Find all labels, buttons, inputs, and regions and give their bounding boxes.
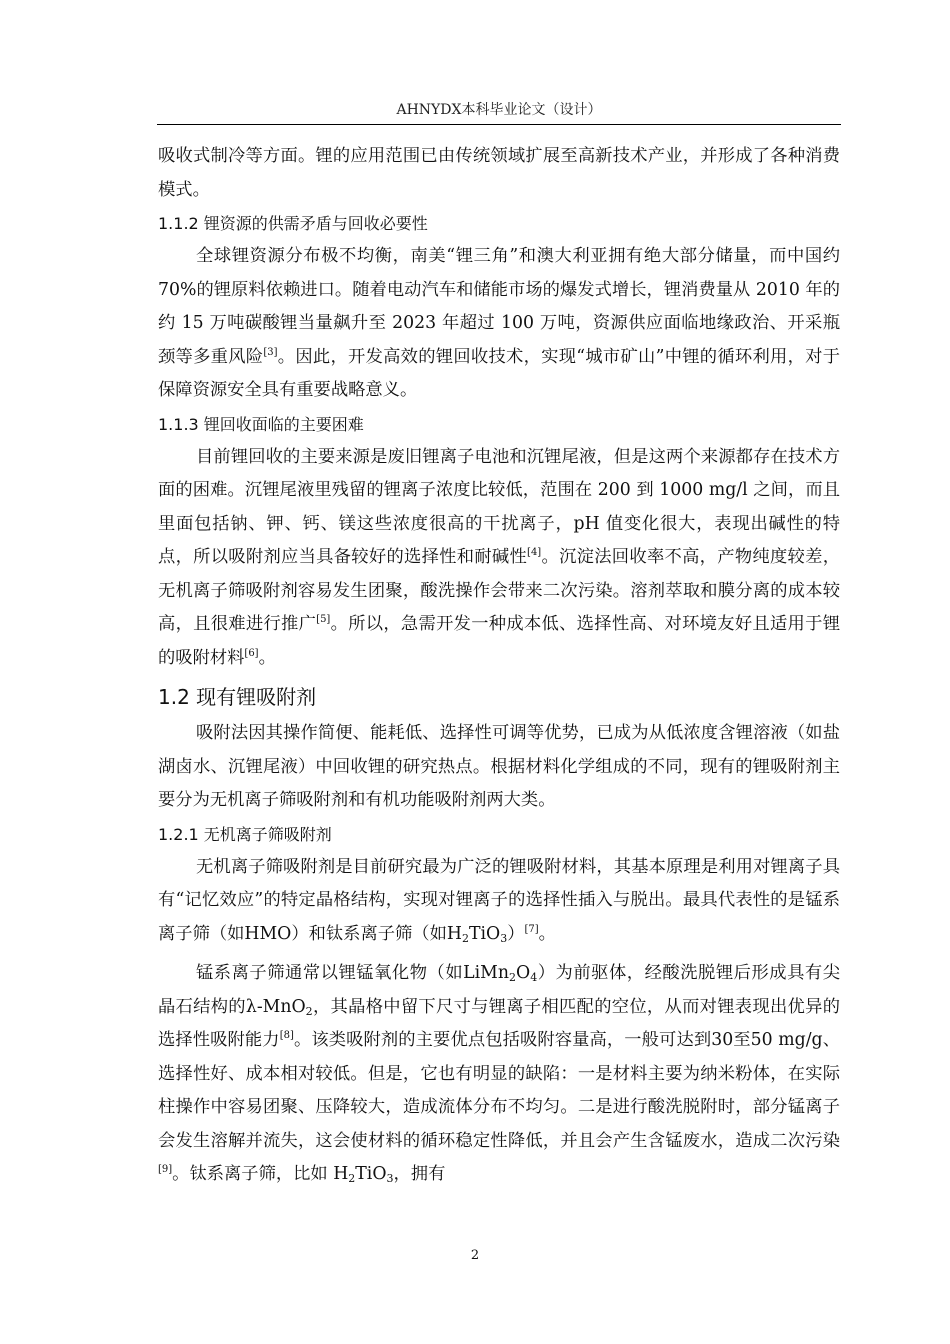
text-run: 全球锂资源分布极不均衡，南美“锂三角”和澳大利亚拥有绝大部分储量，而中国约 70%的锂原料依赖进口。随着电动汽车和储能市场的爆发式增长，锂消费量从 2010 年的约 15 万吨碳酸锂当量飙升至 2023 年超过 100 万吨，资源供应面临地缘政治、开采瓶颈等多重风险 [158,246,840,367]
citation-4[interactable]: [4] [527,547,542,558]
citation-3[interactable]: [3] [263,346,278,358]
text-run: O [516,963,531,983]
text-run: 。钛系离子筛，比如 H [172,1164,349,1184]
paragraph-difficulties [158,441,840,676]
paragraph-adsorption-overview: 吸附法因其操作简便、能耗低、选择性可调等优势，已成为从低浓度含锂溶液（如盐湖卤水、沉锂尾液）中回收锂的研究热点。根据材料化学组成的不同，现有的锂吸附剂主要分为无机离子筛吸附剂和有机功能吸附剂两大类。 [158,723,840,810]
text-run: 无机离子筛吸附剂是目前研究最为广泛的锂吸附材料，其基本原理是利用对锂离子具有“记忆效应”的特定晶格结构，实现对锂离子的选择性插入与脱出。最具代表性的是锰系离子筛（如HMO）和钛系离子筛（如H [158,856,840,944]
text-run: TiO [468,923,501,944]
section-heading-1-1-3: 1.1.3 锂回收面临的主要困难 [158,414,364,434]
citation-8[interactable]: [8] [279,1030,294,1041]
paragraph-supply-demand [158,240,840,408]
header-rule [157,124,841,125]
text-run: 目前锂回收的主要来源是废旧锂离子电池和沉锂尾液，但是这两个来源都存在技术方面的困难。沉锂尾液里残留的锂离子浓度比较低，范围在 200 到 1000 mg/l 之间，而且里面包括钠、钾、钙、镁这些浓度很高的干扰离子，pH 值变化很大，表现出碱性的特点，所以吸附剂应当具备较好的选择性和耐碱性 [158,446,840,567]
text-run: ，其晶格中留下尺寸与锂离子相匹配的空位，从而对锂表现出优异的选择性吸附能力 [158,996,840,1050]
text-run: 。所以，急需开发一种成本低、选择性高、对环境友好且适用于锂的吸附材料 [158,614,840,668]
text-run: 锰系离子筛通常以锂锰氧化物（如LiMn [196,963,510,983]
subscript: 3 [500,931,508,945]
text-run: ）为前驱体，经酸洗脱锂后形成具有尖晶石结构的λ-MnO [158,963,840,1017]
running-header: AHNYDX本科毕业论文（设计） [396,102,602,118]
paragraph-manganese-sieves [158,957,840,1192]
page-number: 2 [470,1248,480,1263]
citation-6[interactable]: [6] [244,647,259,659]
text-run: 。该类吸附剂的主要优点包括吸附容量高，一般可达到30至50 mg/g、选择性好、成本相对较低。但是，它也有明显的缺陷：一是材料主要为纳米粉体，在实际柱操作中容易团聚、压降较大，造成流体分布不均匀。二是进行酸洗脱附时，部分锰离子会发生溶解并流失，这会使材料的循环稳定性降低，并且会产生含锰废水，造成二次污染 [158,1030,840,1151]
subscript: 3 [386,1172,394,1185]
text-run: TiO [355,1164,387,1184]
text-run: 。 [258,647,276,668]
paragraph-continuation: 吸收式制冷等方面。锂的应用范围已由传统领域扩展至高新技术产业，并形成了各种消费模式。 [158,146,840,200]
citation-7[interactable]: [7] [524,923,539,935]
subscript: 2 [305,1004,313,1018]
section-heading-1-2: 1.2 现有锂吸附剂 [158,685,317,709]
section-heading-1-2-1: 1.2.1 无机离子筛吸附剂 [158,824,332,844]
page-body [158,140,840,1192]
subscript: 4 [530,971,538,984]
text-run: ） [507,923,525,944]
subscript: 2 [348,1172,356,1185]
text-run: 。沉淀法回收率不高，产物纯度较差，无机离子筛吸附剂容易发生团聚，酸洗操作会带来二次污染。溶剂萃取和膜分离的成本较高，且很难进行推广 [158,547,840,634]
subscript: 2 [509,971,517,984]
section-heading-1-1-2: 1.1.2 锂资源的供需矛盾与回收必要性 [158,214,428,233]
subscript: 2 [461,931,469,945]
text-run: 。因此，开发高效的锂回收技术，实现“城市矿山”中锂的循环利用，对于保障资源安全具有重要战略意义。 [158,346,840,400]
citation-5[interactable]: [5] [316,614,331,625]
paragraph-inorganic-sieves [158,851,840,952]
text-run: ，拥有 [393,1164,446,1184]
text-run: 。 [538,923,556,944]
citation-9[interactable]: [9] [158,1164,173,1175]
